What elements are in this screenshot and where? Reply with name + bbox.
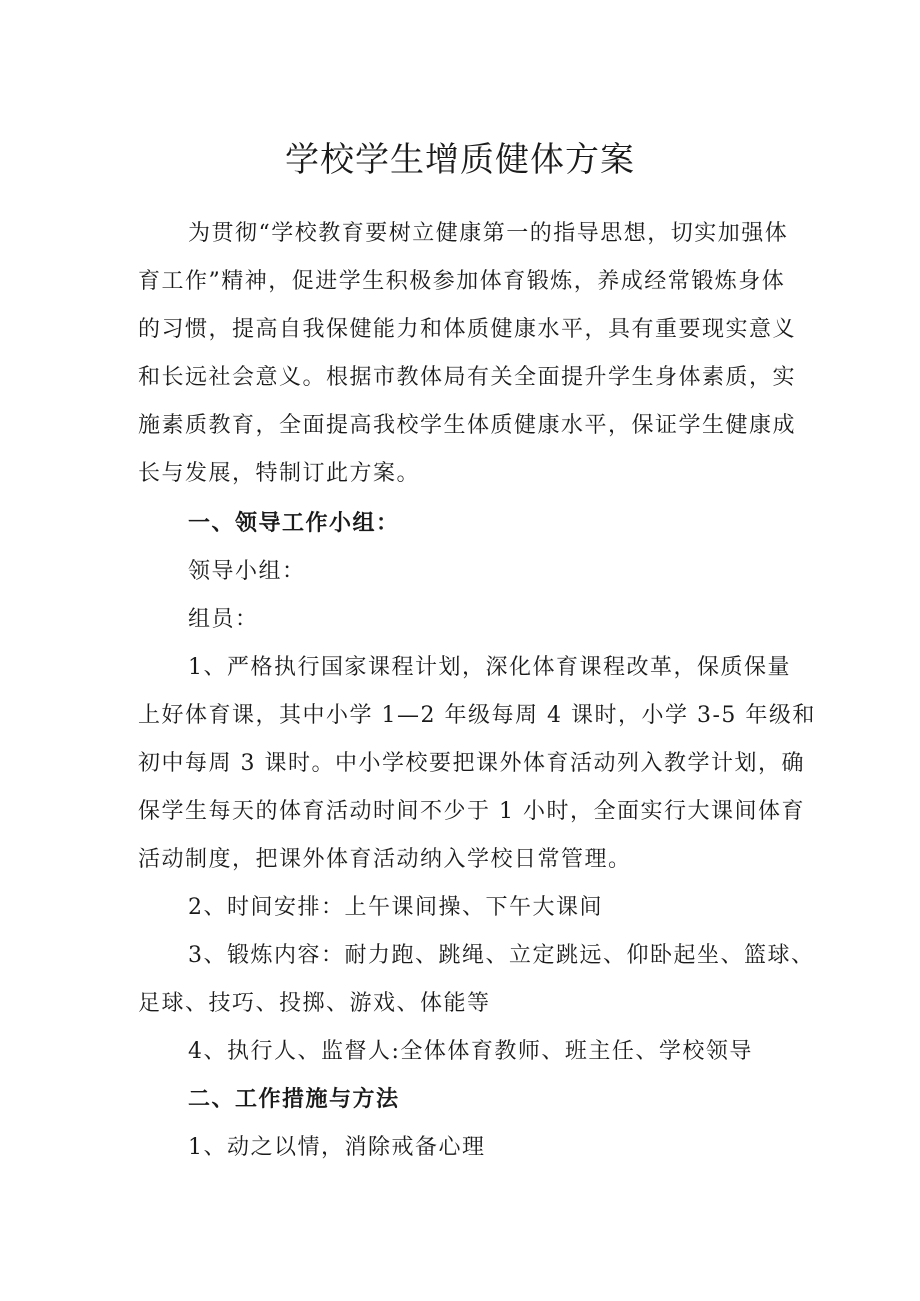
item-3-line: 3、锻炼内容：耐力跑、跳绳、立定跳远、仰卧起坐、篮球、 bbox=[188, 943, 815, 968]
item-3-line: 足球、技巧、投掷、游戏、体能等 bbox=[138, 991, 491, 1016]
section-2-heading: 二、工作措施与方法 bbox=[188, 1087, 400, 1112]
item-4-executors: 4、执行人、监督人:全体体育教师、班主任、学校领导 bbox=[188, 1039, 753, 1064]
document-title: 学校学生增质健体方案 bbox=[285, 140, 635, 180]
item-2-time-schedule: 2、时间安排：上午课间操、下午大课间 bbox=[188, 895, 603, 920]
section-1-heading: 一、领导工作小组： bbox=[188, 511, 400, 536]
intro-paragraph bbox=[138, 210, 798, 498]
item-1-line: 初中每周 3 课时。中小学校要把课外体育活动列入教学计划，确 bbox=[138, 751, 805, 776]
item-1-line: 活动制度，把课外体育活动纳入学校日常管理。 bbox=[138, 847, 632, 872]
section-2-item-1: 1、动之以情，消除戒备心理 bbox=[188, 1135, 486, 1160]
intro-line: 施素质教育，全面提高我校学生体质健康水平，保证学生健康成 bbox=[138, 413, 797, 438]
members-label: 组员： bbox=[188, 607, 259, 632]
item-1-line: 上好体育课，其中小学 1—2 年级每周 4 课时，小学 3-5 年级和 bbox=[138, 703, 816, 728]
intro-line: 育工作”精神，促进学生积极参加体育锻炼，养成经常锻炼身体 bbox=[138, 269, 786, 294]
item-1-line: 1、严格执行国家课程计划，深化体育课程改革，保质保量 bbox=[188, 655, 791, 680]
intro-line: 长与发展，特制订此方案。 bbox=[138, 461, 421, 486]
section-1 bbox=[138, 500, 816, 1172]
item-1-line: 保学生每天的体育活动时间不少于 1 小时，全面实行大课间体育 bbox=[138, 799, 805, 824]
intro-line: 为贯彻“学校教育要树立健康第一的指导思想，切实加强体 bbox=[188, 221, 789, 246]
intro-line: 和长远社会意义。根据市教体局有关全面提升学生身体素质，实 bbox=[138, 365, 797, 390]
leader-group-label: 领导小组： bbox=[188, 559, 306, 584]
intro-line: 的习惯，提高自我保健能力和体质健康水平，具有重要现实意义 bbox=[138, 317, 797, 342]
